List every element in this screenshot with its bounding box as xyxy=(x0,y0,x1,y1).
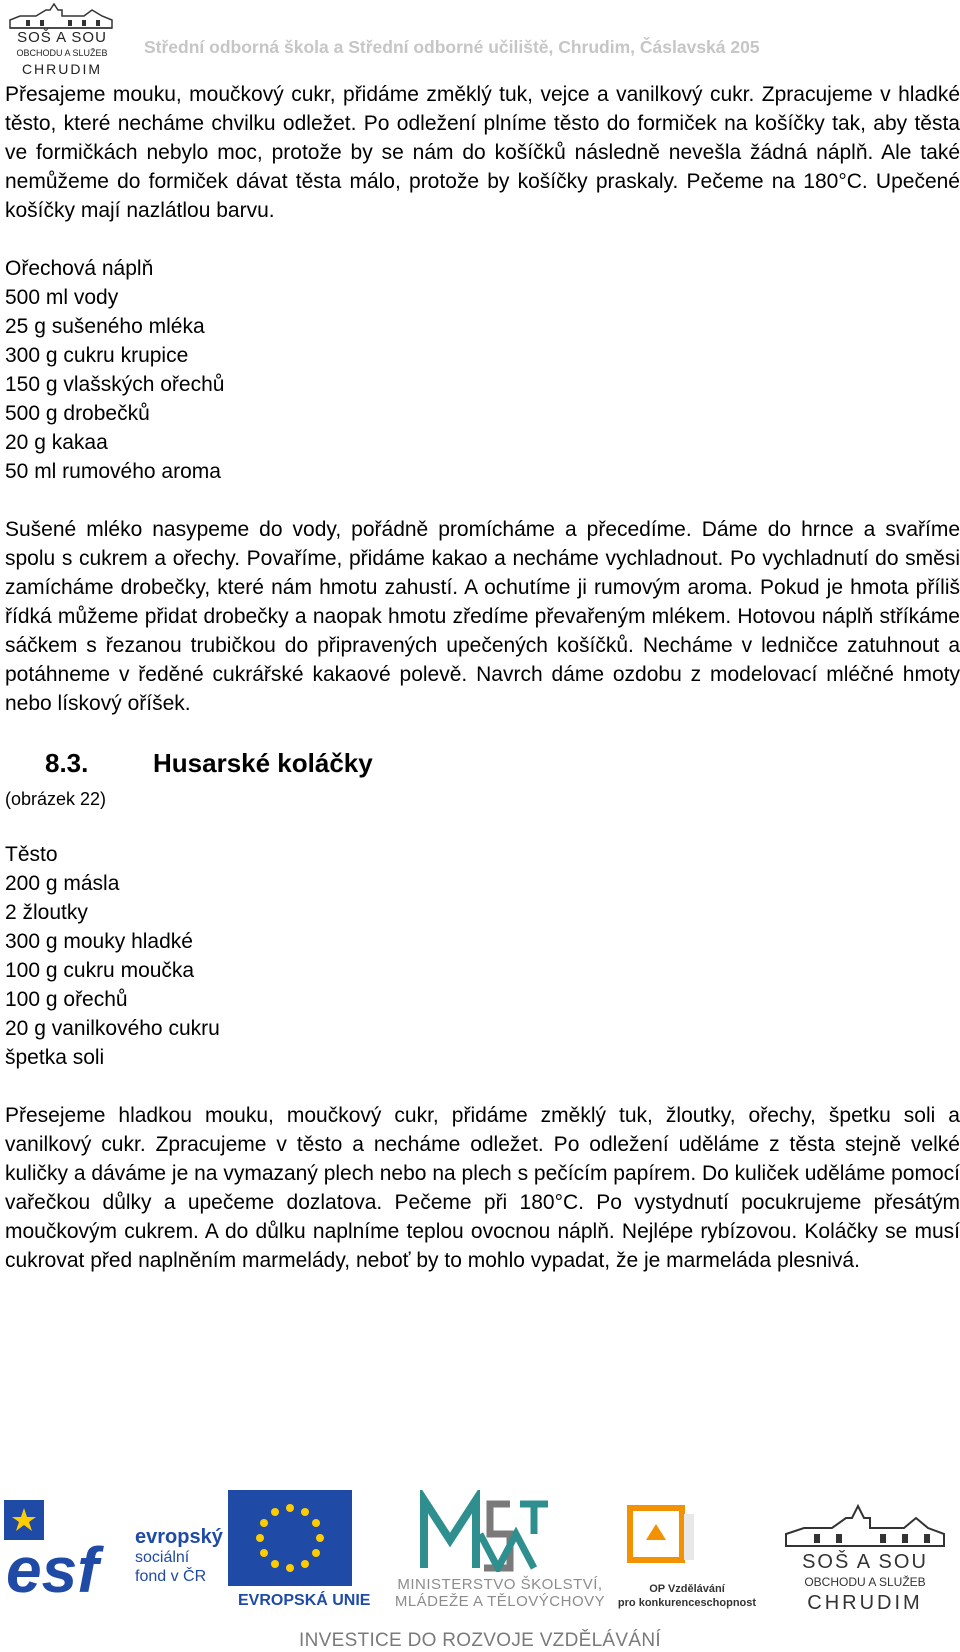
esf-line3: fond v ČR xyxy=(135,1568,207,1585)
dough-ingredient: 20 g vanilkového cukru xyxy=(5,1017,220,1040)
eu-flag-icon xyxy=(228,1490,352,1586)
sos-line1: SOŠ A SOU xyxy=(802,1551,928,1573)
eu-label: EVROPSKÁ UNIE xyxy=(238,1592,371,1609)
logo-line3: CHRUDIM xyxy=(21,61,103,77)
dough-title: Těsto xyxy=(5,843,58,866)
footer-logos xyxy=(0,1490,960,1651)
logo-line2: OBCHODU A SLUŽEB xyxy=(16,48,108,58)
op-line2: pro konkurenceschopnost xyxy=(617,1597,757,1609)
msmt-line1: MINISTERSTVO ŠKOLSTVÍ, xyxy=(397,1576,603,1593)
msmt-logo-icon xyxy=(420,1490,550,1572)
op-label xyxy=(617,1582,757,1610)
esf-line1: evropský xyxy=(135,1526,223,1548)
page-header xyxy=(0,0,960,80)
sos-line3: CHRUDIM xyxy=(807,1592,923,1614)
filling-ingredient: 500 ml vody xyxy=(5,286,119,309)
filling-instructions: Sušené mléko nasypeme do vody, pořádně promícháme a přecedíme. Dáme do hrnce a svaříme spolu s cukrem a ořechy. Povaříme, přidáme kakao a necháme vychladnout. Po vychladnutí do směsi zamícháme drobečky, které nám hmotu zahustí. A ochutíme ji rumovým aroma. Pokud je hmota příliš řídká můžeme přidat drobečky a naopak hmotu zředíme převařeným mlékem. Hotovou náplň stříkáme sáčkem s řezanou trubičkou do připravených upečených košíčků. Necháme v ledničce zatuhnout a potáhneme v ředěné cukrářské kakaové polevě. Navrch dáme ozdobu z modelovací mléčné hmoty nebo lískový oříšek. xyxy=(5,518,960,715)
filling-ingredient: 300 g cukru krupice xyxy=(5,344,189,367)
svg-text:esf: esf xyxy=(6,1534,99,1606)
filling-ingredient: 150 g vlašských ořechů xyxy=(5,373,225,396)
msmt-label xyxy=(380,1576,620,1610)
dough-ingredient: 100 g cukru moučka xyxy=(5,959,195,982)
op-line1: OP Vzdělávání xyxy=(649,1583,725,1595)
section-title: Husarské koláčky xyxy=(153,748,373,778)
castle-icon xyxy=(6,2,118,30)
figure-reference: (obrázek 22) xyxy=(5,789,107,809)
esf-logo-icon xyxy=(4,1500,132,1608)
dough-ingredient: 200 g másla xyxy=(5,872,120,895)
dough-ingredient: 300 g mouky hladké xyxy=(5,930,193,953)
investice-slogan: INVESTICE DO ROZVOJE VZDĚLÁVÁNÍ xyxy=(299,1630,661,1651)
school-name: Střední odborná škola a Střední odborné učiliště, Chrudim, Čáslavská 205 xyxy=(144,37,760,57)
dough-ingredient: špetka soli xyxy=(5,1046,105,1069)
castle-logo-icon xyxy=(780,1504,950,1550)
section-heading xyxy=(5,748,960,788)
filling-ingredient: 20 g kakaa xyxy=(5,431,108,454)
filling-ingredient: 25 g sušeného mléka xyxy=(5,315,205,338)
baking-instructions: Přesajeme mouku, moučkový cukr, přidáme změklý tuk, vejce a vanilkový cukr. Zpracujeme v hladké těsto, které necháme chvilku odležet. Po odležení plníme těsto do formiček na košíčky tak, aby těsta ve formičkách nebylo moc, protože by se nám do košíčků následně nevešla žádná náplň. Ale také nemůžeme do formiček dávat těsta málo, protože by košíčky praskaly. Pečeme na 180°C. Upečené košíčky mají nazlátlou barvu. xyxy=(5,83,960,222)
school-logo xyxy=(6,2,118,78)
op-logo-icon xyxy=(622,1500,702,1580)
esf-label xyxy=(135,1528,223,1586)
msmt-line2: MLÁDEŽE A TĚLOVÝCHOVY xyxy=(394,1593,606,1610)
logo-line1: SOŠ A SOU xyxy=(17,29,107,46)
esf-line2: sociální xyxy=(135,1549,190,1566)
dough-ingredient: 100 g ořechů xyxy=(5,988,128,1011)
document-body xyxy=(5,80,960,1275)
filling-ingredient: 50 ml rumového aroma xyxy=(5,460,221,483)
sos-line2: OBCHODU A SLUŽEB xyxy=(804,1575,926,1589)
dough-ingredient: 2 žloutky xyxy=(5,901,88,924)
dough-instructions: Přesejeme hladkou mouku, moučkový cukr, přidáme změklý tuk, žloutky, ořechy, špetku soli a vanilkový cukr. Zpracujeme v těsto a necháme odležet. Po odležení uděláme z těsta stejně velké kuličky a dáváme je na vymazaný plech nebo na plech s pečícím papírem. Do kuliček uděláme pomocí vařečkou důlky a upečeme dozlatova. Pečeme při 180°C. Po vystydnutí pocukrujeme přesátým moučkovým cukrem. A do důlku naplníme teplou ovocnou náplň. Nejlépe rybízovou. Koláčky se musí cukrovat před naplněním marmelády, neboť by to mohlo vypadat, že je marmeláda plesnivá. xyxy=(5,1104,960,1272)
filling-ingredient: 500 g drobečků xyxy=(5,402,150,425)
section-number: 8.3. xyxy=(45,748,89,778)
filling-title: Ořechová náplň xyxy=(5,257,154,280)
